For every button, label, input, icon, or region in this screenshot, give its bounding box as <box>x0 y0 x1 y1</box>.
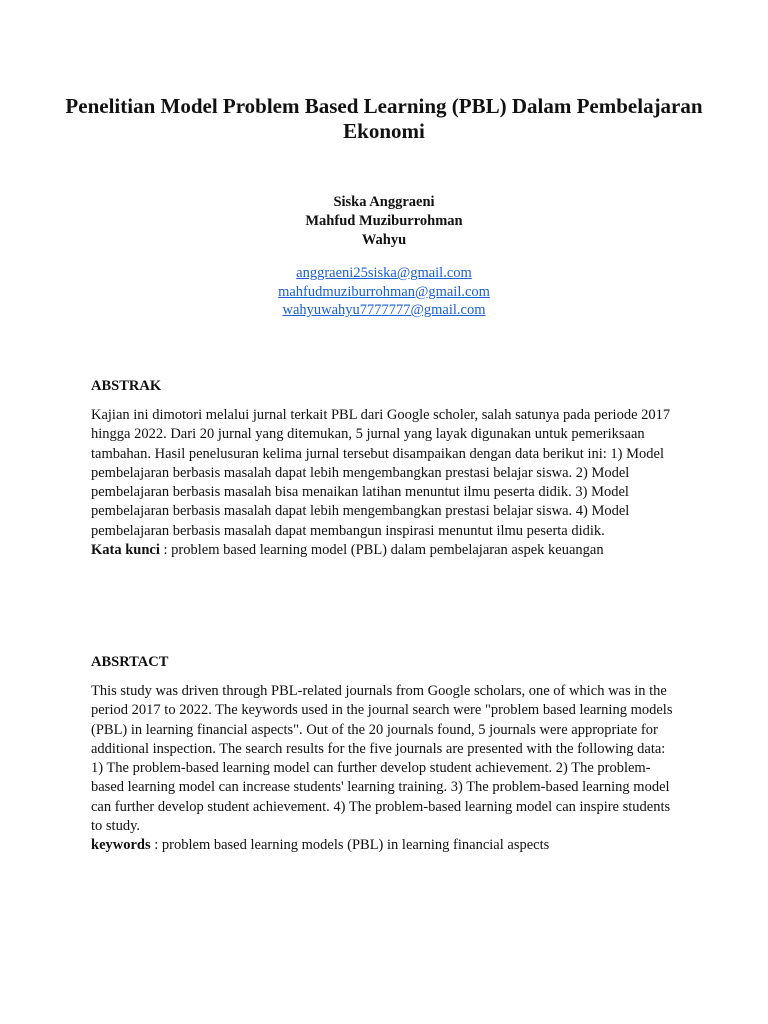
author-list <box>60 193 708 250</box>
abstract-heading: ABSRTACT <box>91 654 169 670</box>
abstrak-section <box>91 406 679 560</box>
abstract-keywords <box>91 836 679 855</box>
abstrak-keywords <box>91 541 679 560</box>
keywords-text: : problem based learning models (PBL) in learning financial aspects <box>150 837 550 854</box>
keywords-text: : problem based learning model (PBL) dalam pembelajaran aspek keuangan <box>159 542 604 559</box>
abstrak-body: Kajian ini dimotori melalui jurnal terkait PBL dari Google scholer, salah satunya pada periode 2017 hingga 2022. Dari 20 jurnal yang ditemukan, 5 jurnal yang layak digunakan untuk pemeriksaan tambahan. Hasil penelusuran kelima jurnal tersebut disampaikan dengan data berikut ini: 1) Model pembelajaran berbasis masalah dapat lebih mengembangkan prestasi belajar siswa. 2) Model pembelajaran berbasis masalah bisa menaikan latihan menuntut ilmu peserta didik. 3) Model pembelajaran berbasis masalah dapat lebih mengembangkan prestasi belajar siswa. 4) Model pembelajaran berbasis masalah dapat membangun inspirasi menuntut ilmu peserta didik. <box>91 407 671 539</box>
email-list <box>60 264 708 320</box>
abstract-body: This study was driven through PBL-related journals from Google scholars, one of which was in the period 2017 to 2022. The keywords used in the journal search were "problem based learning models (PBL) in learning financial aspects". Out of the 20 journals found, 5 journals were appropriate for additional inspection. The search results for the five journals are presented with the following data: 1) The problem-based learning model can further develop student achievement. 2) The problem-based learning model can increase students' learning training. 3) The problem-based learning model can further develop student achievement. 4) The problem-based learning model can inspire students to study. <box>91 683 673 835</box>
abstract-section <box>91 682 679 856</box>
author-email-link[interactable]: anggraeni25siska@gmail.com <box>296 265 472 281</box>
paper-title: Penelitian Model Problem Based Learning (PBL) Dalam Pembelajaran Ekonomi <box>65 94 703 143</box>
author-name: Mahfud Muziburrohman <box>305 213 463 229</box>
author-email-link[interactable]: mahfudmuziburrohman@gmail.com <box>278 283 490 300</box>
author-name: Siska Anggraeni <box>333 194 435 210</box>
keywords-label: keywords <box>91 837 151 854</box>
keywords-label: Kata kunci <box>91 542 160 559</box>
author-name: Wahyu <box>361 232 407 248</box>
abstrak-heading: ABSTRAK <box>91 378 162 394</box>
author-email-link[interactable]: wahyuwahyu7777777@gmail.com <box>282 302 486 318</box>
